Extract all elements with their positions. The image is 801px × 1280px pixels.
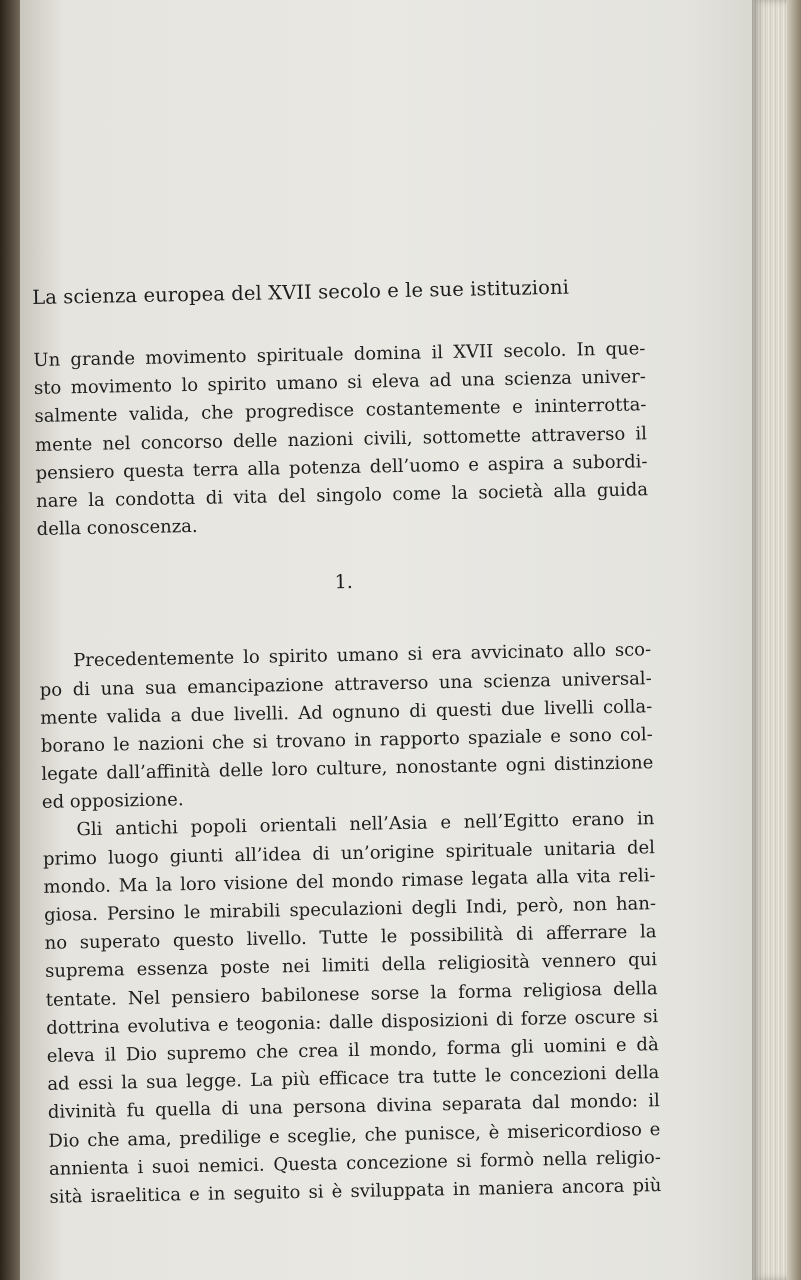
text-line: mente valida a due livelli. Ad ognuno di questi due livelli colla- xyxy=(40,695,653,729)
text-line: sto movimento lo spirito umano si eleva ad una scienza univer- xyxy=(33,366,647,400)
text-line: Dio che ama, predilige e sceglie, che punisce, è misericordioso e xyxy=(48,1118,661,1152)
text-line: ed opposizione. xyxy=(41,789,184,814)
text-line: eleva il Dio supremo che crea il mondo, forma gli uomini e dà xyxy=(46,1034,659,1067)
text-line: no superato questo livello. Tutte le possibilità di afferrare la xyxy=(44,921,657,955)
paragraph-1 xyxy=(39,636,654,817)
text-line: borano le nazioni che si trovano in rapporto spaziale e sono col- xyxy=(40,724,653,757)
text-line: giosa. Persino le mirabili speculazioni degli Indi, però, non han- xyxy=(43,893,657,926)
text-line: nare la condotta di vita del singolo come la società alla guida xyxy=(35,479,649,512)
text-line: ad essi la sua legge. La più efficace tra tutte le concezioni della xyxy=(47,1062,660,1095)
text-line: po di una sua emancipazione attraverso una scienza universal- xyxy=(39,667,652,701)
page-text xyxy=(32,273,662,1212)
text-line: Gli antichi popoli orientali nell’Asia e nell’Egitto erano in xyxy=(76,808,655,841)
text-line: suprema essenza poste nei limiti della religiosità vennero qui xyxy=(44,949,658,983)
paragraph-2 xyxy=(42,806,661,1212)
text-line: della conoscenza. xyxy=(36,515,198,541)
text-line: tentate. Nel pensiero babilonese sorse la forma religiosa della xyxy=(45,977,658,1011)
text-line: salmente valida, che progredisce costantemente e ininterrotta- xyxy=(34,394,647,428)
text-line: mente nel concorso delle nazioni civili, sottomette attraverso il xyxy=(34,422,648,456)
intro-paragraph xyxy=(33,335,649,544)
text-line: Un grande movimento spirituale domina il XVII secolo. In que- xyxy=(33,338,646,371)
text-line: pensiero questa terra alla potenza dell’uomo e aspira a subordi- xyxy=(35,450,648,484)
text-line: Precedentemente lo spirito umano si era avvicinato allo sco- xyxy=(73,639,652,672)
text-line: annienta i suoi nemici. Questa concezione si formò nella religio- xyxy=(48,1146,662,1180)
section-number: 1. xyxy=(334,571,354,594)
text-line: primo luogo giunti all’idea di un’origine spirituale unitaria del xyxy=(42,836,656,870)
text-line: mondo. Ma la loro visione del mondo rimase legata alla vita reli- xyxy=(43,864,656,898)
text-line: legate dall’affinità delle loro culture, nonostante ogni distinzione xyxy=(41,752,654,785)
text-line: divinità fu quella di una persona divina separata dal mondo: il xyxy=(47,1090,660,1124)
chapter-heading: La scienza europea del XVII secolo e le sue istituzioni xyxy=(32,275,570,309)
page-edges xyxy=(752,0,801,1280)
text-line: dottrina evolutiva e teogonia: dalle disposizioni di forze oscure si xyxy=(46,1005,659,1039)
text-line: sità israelitica e in seguito si è sviluppata in maniera ancora più xyxy=(49,1174,662,1208)
